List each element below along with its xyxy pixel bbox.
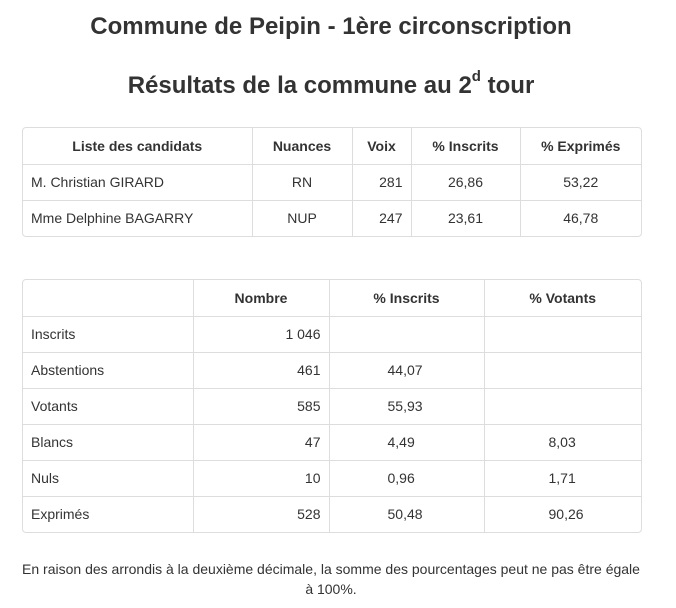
stats-table xyxy=(23,280,641,532)
stat-pct-votants: 90,26 xyxy=(548,506,584,523)
stat-label: Inscrits xyxy=(23,316,193,352)
candidate-name: Mme Delphine BAGARRY xyxy=(23,200,252,236)
candidates-table xyxy=(23,128,641,236)
results-title xyxy=(0,68,662,100)
table-row xyxy=(23,388,641,424)
stat-pct-inscrits: 4,49 xyxy=(329,424,484,460)
stat-label: Votants xyxy=(23,388,193,424)
candidate-name: M. Christian GIRARD xyxy=(23,164,252,200)
candidate-pct-inscrits: 26,86 xyxy=(411,164,520,200)
column-header-empty xyxy=(23,280,193,316)
table-row xyxy=(23,424,641,460)
stat-pct-votants xyxy=(484,352,641,388)
column-header-pct-votants: % Votants xyxy=(484,280,641,316)
table-row xyxy=(23,200,641,236)
candidate-voix: 247 xyxy=(352,200,411,236)
stat-label: Blancs xyxy=(23,424,193,460)
rounding-footnote: En raison des arrondis à la deuxième décimale, la somme des pourcentages peut ne pas être égale à 100%. xyxy=(22,561,640,597)
stat-pct-inscrits xyxy=(329,316,484,352)
stat-nombre: 528 xyxy=(193,496,329,532)
stat-label: Abstentions xyxy=(23,352,193,388)
column-header-candidats: Liste des candidats xyxy=(23,128,252,164)
stat-label: Nuls xyxy=(23,460,193,496)
stat-pct-inscrits: 44,07 xyxy=(329,352,484,388)
candidates-header-row xyxy=(23,128,641,164)
table-row xyxy=(23,352,641,388)
candidate-nuance: RN xyxy=(252,164,352,200)
column-header-voix: Voix xyxy=(352,128,411,164)
results-title-tail: tour xyxy=(480,72,535,99)
candidates-table-container xyxy=(22,127,642,237)
table-row xyxy=(23,496,641,532)
stat-pct-votants xyxy=(484,316,641,352)
column-header-pct-exprimes: % Exprimés xyxy=(520,128,641,164)
column-header-nombre: Nombre xyxy=(193,280,329,316)
table-row xyxy=(23,316,641,352)
column-header-pct-inscrits: % Inscrits xyxy=(411,128,520,164)
stat-pct-votants xyxy=(484,388,641,424)
stats-header-row xyxy=(23,280,641,316)
candidate-voix: 281 xyxy=(352,164,411,200)
results-title-superscript: d xyxy=(471,68,481,85)
candidate-pct-exprimes: 46,78 xyxy=(563,210,599,227)
table-row xyxy=(23,460,641,496)
stat-pct-inscrits: 0,96 xyxy=(329,460,484,496)
stats-table-container xyxy=(22,279,642,533)
stat-nombre: 1 046 xyxy=(193,316,329,352)
stat-nombre: 47 xyxy=(193,424,329,460)
candidate-nuance: NUP xyxy=(252,200,352,236)
stat-pct-inscrits: 50,48 xyxy=(329,496,484,532)
column-header-nuances: Nuances xyxy=(252,128,352,164)
stat-pct-votants: 8,03 xyxy=(484,424,641,460)
table-row xyxy=(23,164,641,200)
page-title: Commune de Peipin - 1ère circonscription xyxy=(90,13,572,40)
stat-pct-votants: 1,71 xyxy=(484,460,641,496)
stat-nombre: 585 xyxy=(193,388,329,424)
candidate-pct-inscrits: 23,61 xyxy=(411,200,520,236)
stat-pct-inscrits: 55,93 xyxy=(329,388,484,424)
stat-nombre: 461 xyxy=(193,352,329,388)
candidate-pct-exprimes: 53,22 xyxy=(520,164,641,200)
column-header-pct-inscrits: % Inscrits xyxy=(329,280,484,316)
stat-label: Exprimés xyxy=(23,496,193,532)
results-title-main: Résultats de la commune au 2 xyxy=(127,72,472,99)
stat-nombre: 10 xyxy=(193,460,329,496)
